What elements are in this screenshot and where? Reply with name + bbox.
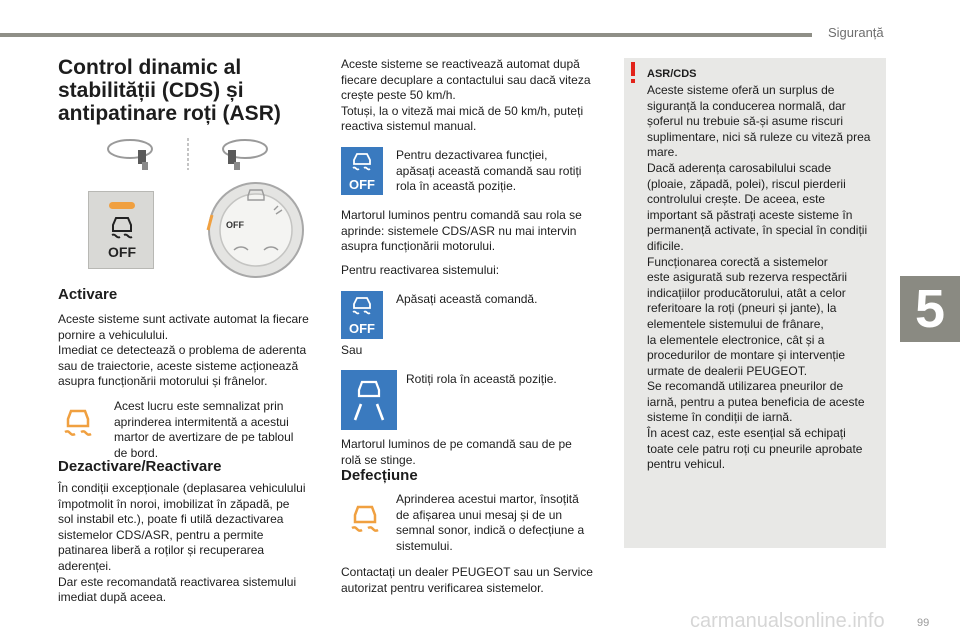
chapter-tab: 5 xyxy=(900,276,960,342)
reactivation-intro: Aceste sisteme se reactivează automat după fiecare decuplare a contactului sau dacă viteza crește peste 50 km/h. Totuși, la o viteză mai mică de 50 km/h, puteți reactiva sistemul manual. xyxy=(341,57,591,134)
skid-car-icon xyxy=(107,215,137,243)
watermark: carmanualsonline.info xyxy=(690,610,885,632)
fault-contact: Contactați un dealer PEUGEOT sau un Service autorizat pentru verificarea sistemelor. xyxy=(341,565,593,595)
indicator-on-text: Martorul luminos pentru comandă sau rola se aprinde: sistemele CDS/ASR nu mai intervin asupra funcționării motorului. xyxy=(341,208,582,254)
skid-warning-icon xyxy=(60,406,96,442)
skid-car-icon xyxy=(350,152,374,174)
deactivation-text: În condiții excepționale (deplasarea vehiculului împotmolit în noroi, imobilizat în zăpadă, pe sol instabil etc.), poate fi utilă dezactivarea sistemelor CDS/ASR, pentru a permite patinarea liberă a roților și recuperarea aderenței. Dar este recomandată reactivarea sistemului imediat după aceea. xyxy=(58,481,306,605)
car-road-icon xyxy=(351,378,387,422)
indicator-light xyxy=(109,202,135,209)
reactivate-intro: Pentru reactivarea sistemului: xyxy=(341,263,500,277)
or-text: Sau xyxy=(341,343,363,357)
activation-heading: Activare xyxy=(58,286,118,303)
off-command-icon-2 xyxy=(341,291,383,339)
indicator-off-text: Martorul luminos de pe comandă sau de pe rolă se stinge. xyxy=(341,437,572,467)
warning-title: ASR/CDS xyxy=(647,68,697,80)
off-command-icon xyxy=(341,147,383,195)
rotate-position-icon xyxy=(341,370,397,430)
warning-text: Aceste sisteme oferă un surplus de siguranță la conducerea normală, dar șoferul nu trebuie să-și asume riscuri suplimentare, nici să ruleze cu viteză prea mare. Dacă aderența carosabilului scade (ploaie, zăpadă, polei), riscul pierderii controlului crește. De aceea, este important să păstrați aceste sisteme în permanență activate, în special în condiții dificile. Funcționarea corectă a sistemelor este asigurată sub rezerva respectării indicațiilor producătorului, atât a celor referitoare la roți (pneuri și jante), la elementele sistemului de frânare, la elementele electronice, cât și a procedurilor de montare și intervenție urmate de dealerii PEUGEOT. Se recomandă utilizarea pneurilor de iarnă, pentru a putea beneficia de aceste sisteme în condiții de iarnă. În acest caz, este esențial să echipați toate cele patru roți cu pneurile aprobate pentru vehicul. xyxy=(647,83,871,472)
header-rule xyxy=(0,33,812,37)
exclamation-icon xyxy=(628,62,638,84)
off-label: OFF xyxy=(349,177,375,192)
activation-warning-note: Acest lucru este semnalizat prin aprinderea intermitentă a acestui martor de avertizare de pe tabloul de bord. xyxy=(114,399,294,460)
page-title: Control dinamic al stabilității (CDS) și antipatinare roți (ASR) xyxy=(58,56,281,125)
activation-text: Aceste sisteme sunt activate automat la fiecare pornire a vehiculului. Imediat ce detectează o problema de aderenta sau de traiectorie, aceste sisteme acționează asupra funcționării motorului și frânelor. xyxy=(58,312,309,389)
steering-wheel-illustration xyxy=(100,134,280,174)
deactivation-heading: Dezactivare/Reactivare xyxy=(58,458,222,475)
page-number: 99 xyxy=(917,617,930,629)
fault-heading: Defecțiune xyxy=(341,467,418,484)
fault-note: Aprinderea acestui martor, însoțită de afișarea unui mesaj și de un semnal sonor, indică o defecțiune a sistemului. xyxy=(396,492,585,553)
knob-off-text: OFF xyxy=(226,220,244,230)
skid-warning-icon xyxy=(347,502,383,538)
off-button-illustration xyxy=(88,191,154,269)
rotate-note: Rotiți rola în această poziție. xyxy=(406,372,557,386)
deactivate-note: Pentru dezactivarea funcției, apăsați această comandă sau rotiți rola în această poziție. xyxy=(396,148,582,194)
section-title: Siguranță xyxy=(828,25,884,40)
off-label: OFF xyxy=(349,321,375,336)
rotary-knob-illustration xyxy=(204,180,308,280)
press-note: Apăsați această comandă. xyxy=(396,292,538,306)
off-label: OFF xyxy=(108,244,136,260)
skid-car-icon xyxy=(350,296,374,318)
